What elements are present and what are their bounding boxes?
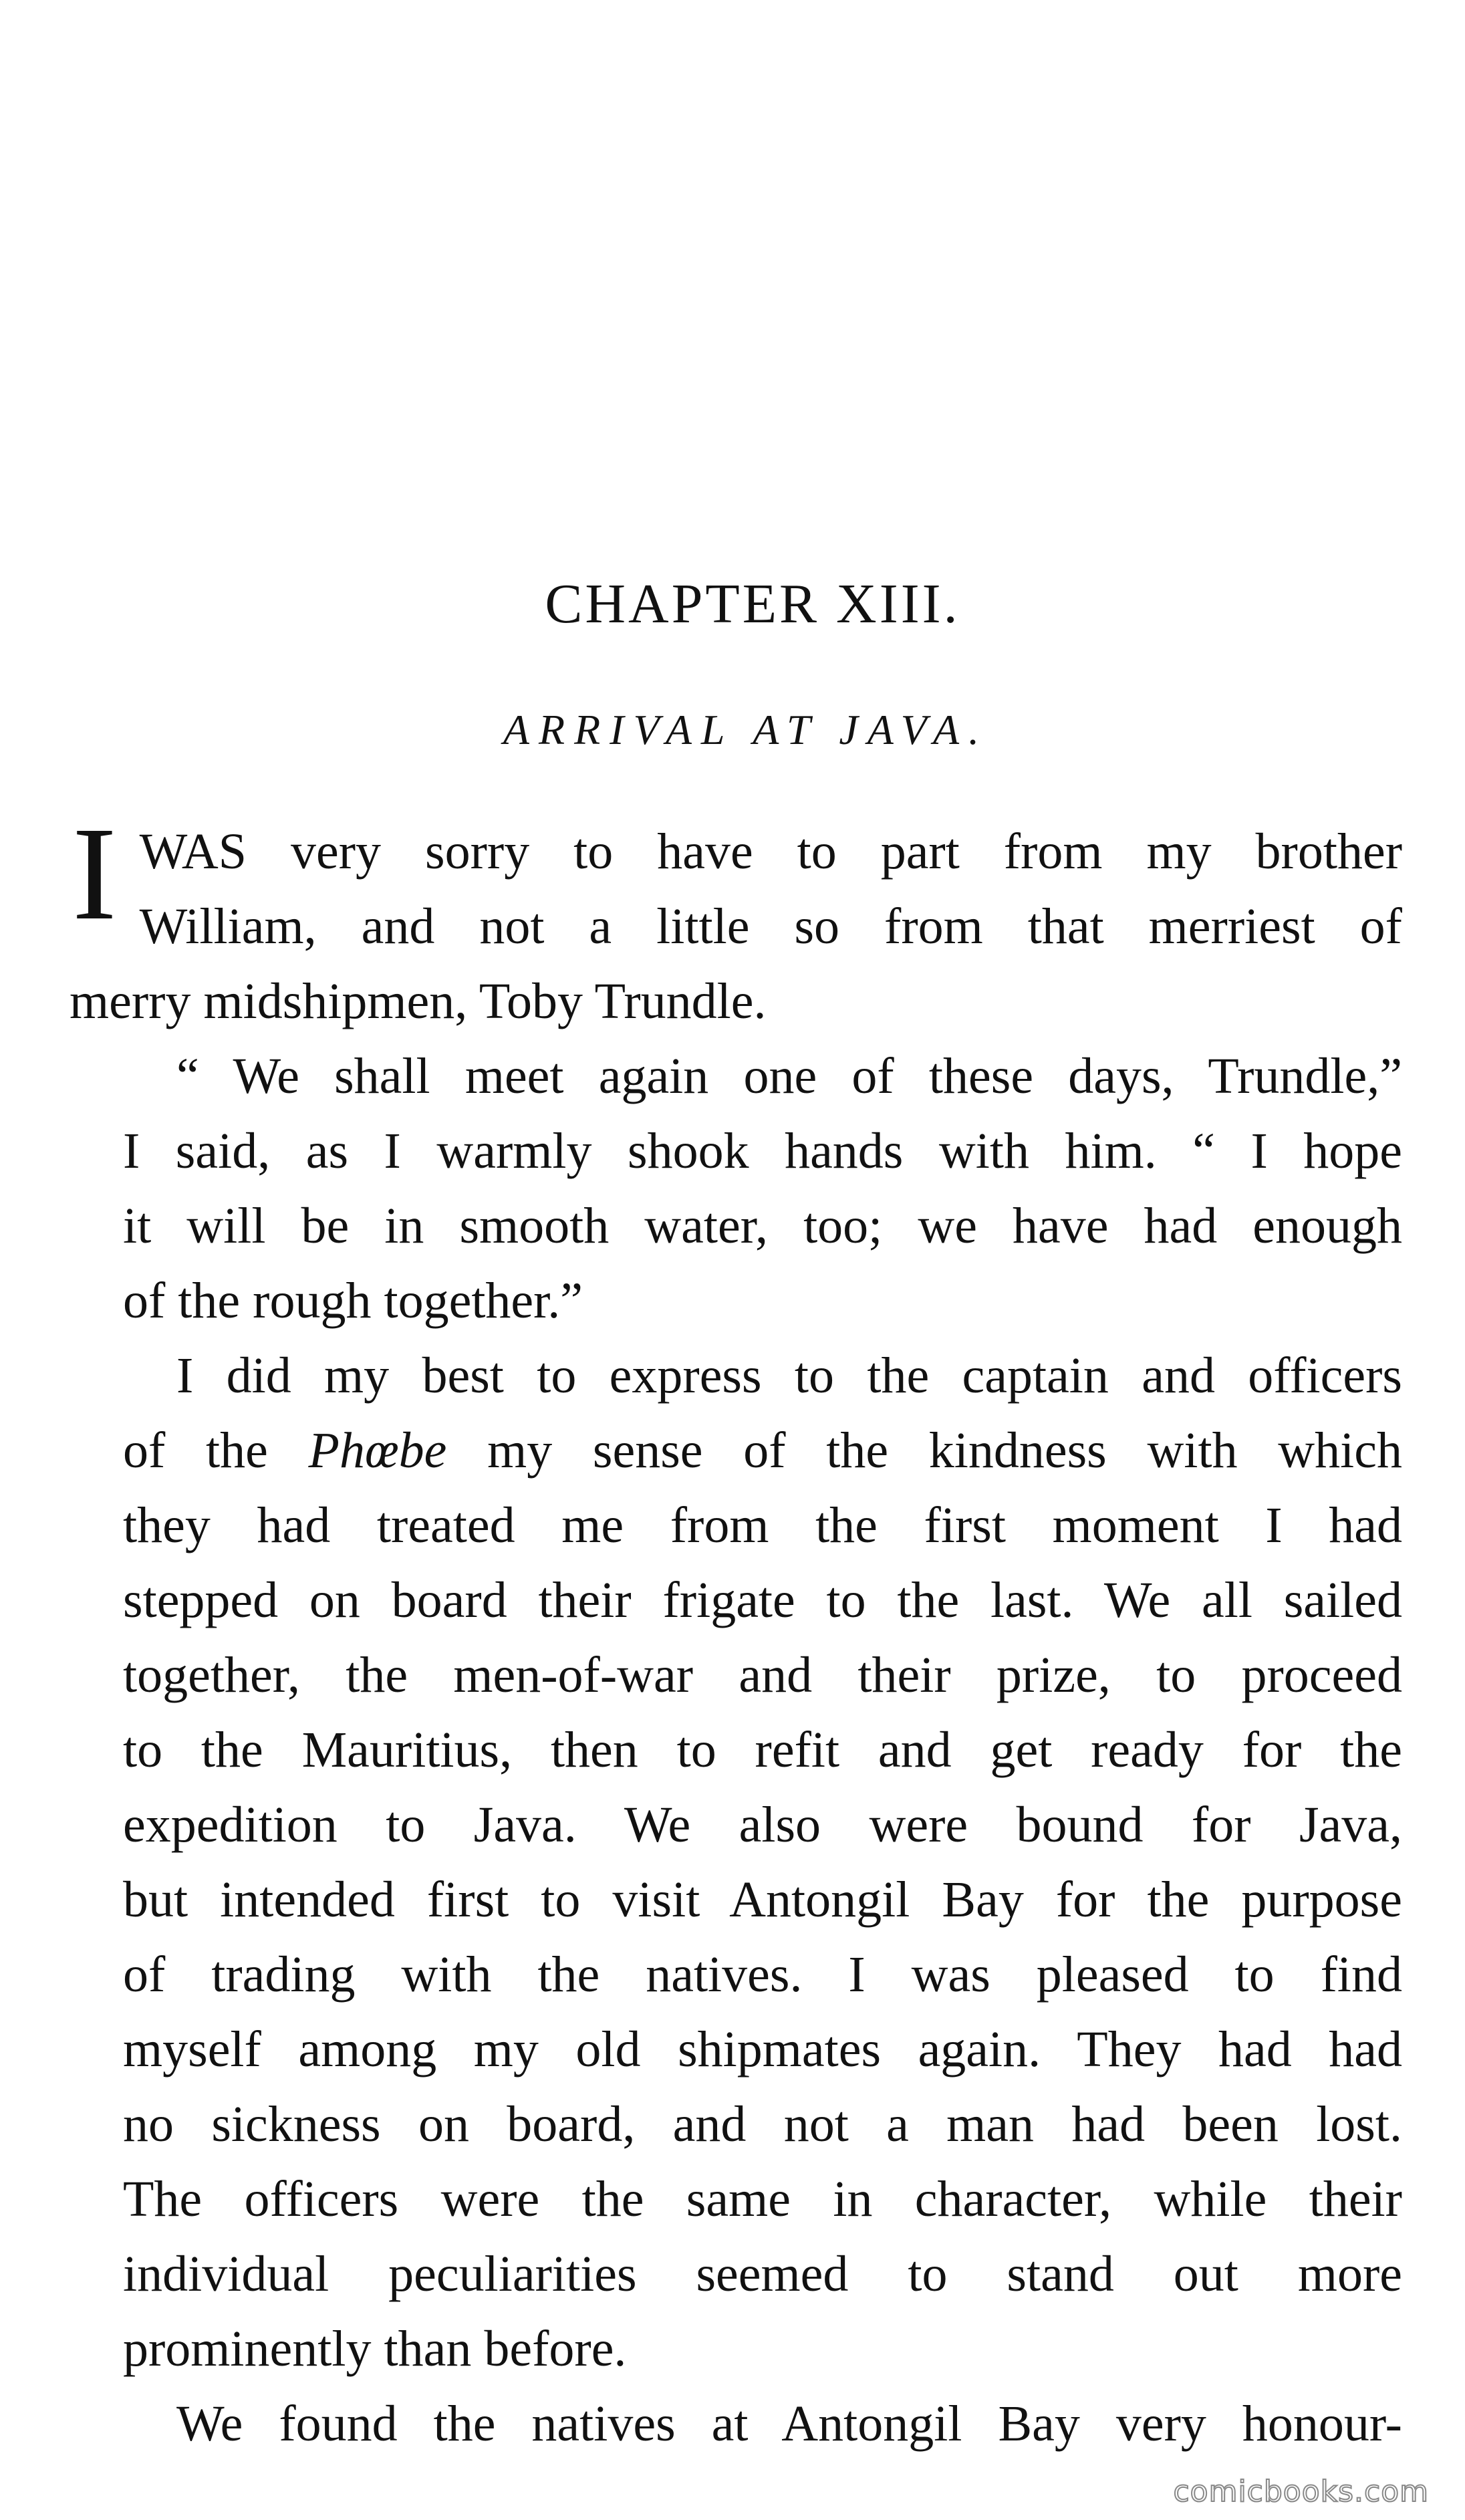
paragraph-3	[70, 1338, 1402, 2386]
paragraph-1	[70, 800, 1402, 1039]
paragraph-4	[70, 2386, 1402, 2461]
text-line: of trading with the natives. I was pleased to find	[123, 1946, 1402, 2003]
text-line: prominently than before.	[123, 2321, 627, 2377]
text-line: We found the natives at Antongil Bay very honour-	[176, 2396, 1402, 2452]
drop-cap: I	[72, 800, 117, 948]
text-line: of the rough together.”	[123, 1273, 583, 1329]
text-line: expedition to Java. We also were bound for Java,	[123, 1797, 1402, 1853]
text-line: together, the men-of-war and their prize, to proceed	[123, 1647, 1402, 1703]
text-line: The officers were the same in character, while their	[123, 2171, 1402, 2227]
text-line: myself among my old shipmates again. They had had	[123, 2021, 1402, 2077]
body-text	[70, 800, 1402, 2461]
text-line: they had treated me from the first moment I had	[123, 1497, 1402, 1553]
chapter-subtitle: ARRIVAL AT JAVA.	[503, 706, 989, 753]
text-line: stepped on board their frigate to the last. We all sailed	[123, 1572, 1402, 1628]
text-line: WAS very sorry to have to part from my brother	[139, 824, 1402, 880]
text-line: but intended first to visit Antongil Bay for the purpose	[123, 1872, 1402, 1928]
chapter-title: CHAPTER XIII.	[545, 573, 960, 635]
text-line: it will be in smooth water, too; we have had enough	[123, 1198, 1402, 1254]
ship-name: Phœbe	[308, 1422, 447, 1479]
paragraph-2	[70, 1039, 1402, 1338]
text-line: merry midshipmen, Toby Trundle.	[70, 973, 767, 1029]
text-line: William, and not a little so from that merriest of	[139, 898, 1402, 955]
text-line: of the Phœbe my sense of the kindness with which	[123, 1422, 1402, 1479]
text-line: “ We shall meet again one of these days, Trundle,”	[176, 1048, 1402, 1104]
watermark: comicbooks.com	[1173, 2475, 1429, 2509]
text-line: I said, as I warmly shook hands with him. “ I hope	[123, 1123, 1402, 1179]
text-line: to the Mauritius, then to refit and get ready for the	[123, 1722, 1402, 1778]
text-line: no sickness on board, and not a man had been lost.	[123, 2096, 1402, 2152]
text-line: I did my best to express to the captain and officers	[176, 1348, 1402, 1404]
text-line: individual peculiarities seemed to stand out more	[123, 2246, 1402, 2302]
